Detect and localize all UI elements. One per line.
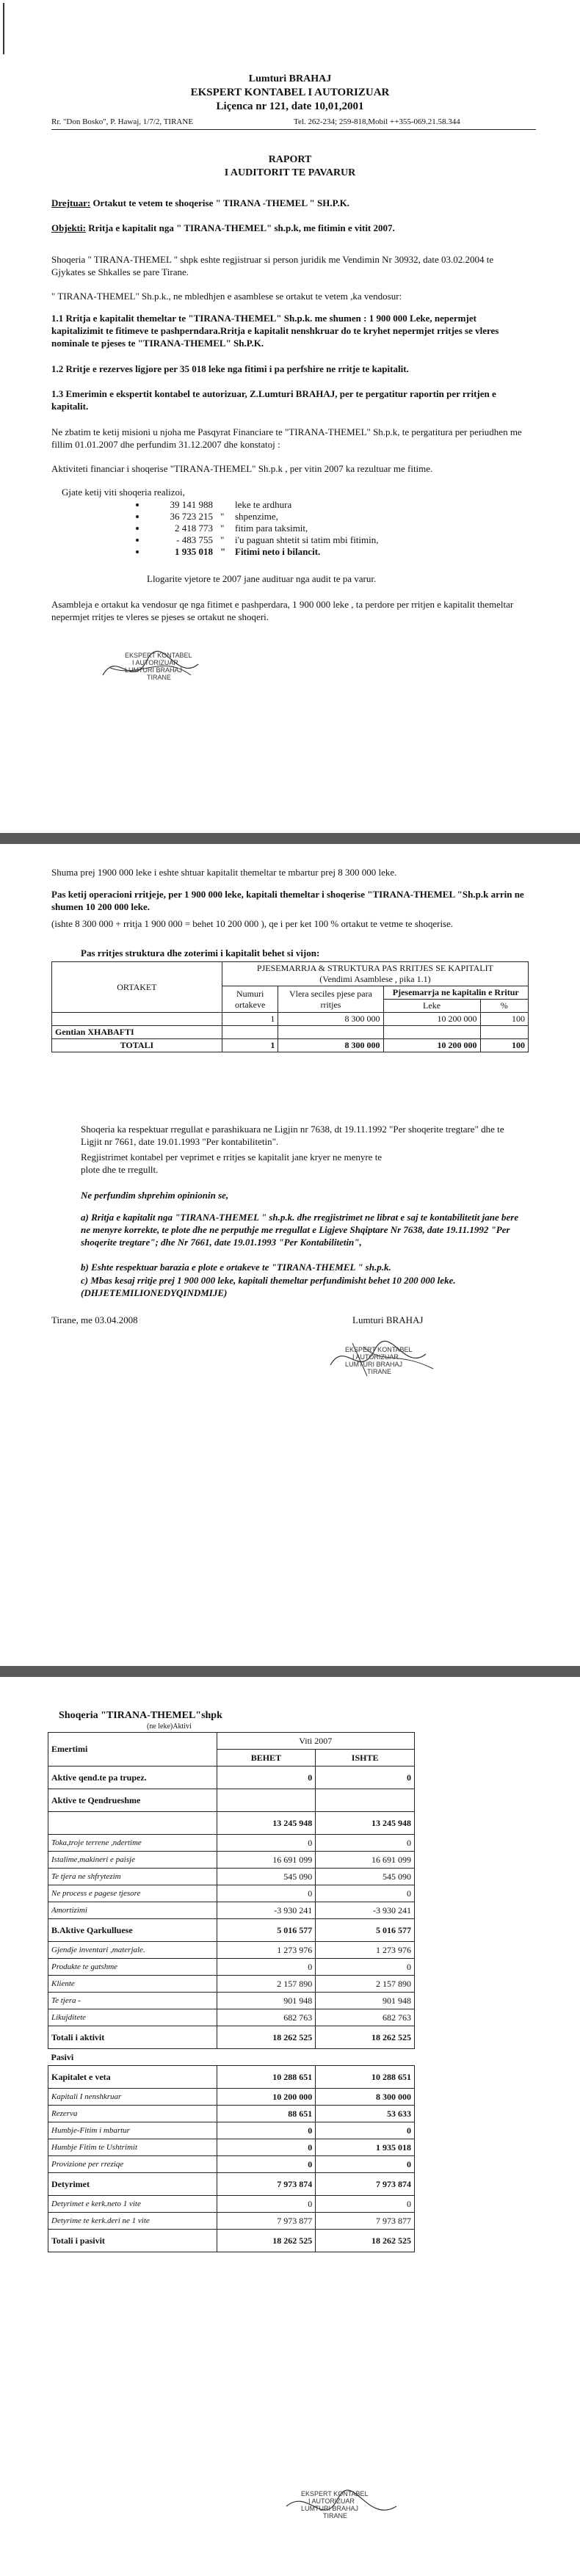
subject-line bbox=[51, 222, 529, 234]
opinion-c: c) Mbas kesaj rritje prej 1 900 000 leke, kapitali themeltar perfundimisht behet 10 200 000 leke.(DHJETEMILIONEDYQINDMIJE) bbox=[81, 1275, 456, 1298]
row-label: Likujditete bbox=[48, 2009, 217, 2026]
figure-tax: • - 483 755 " i'u paguan shtetit si tatim mbi fitimin, bbox=[147, 534, 455, 546]
table-row bbox=[48, 2009, 415, 2026]
point-1-3: 1.3 Emerimin e ekspertit kontabel te autorizuar, Z.Lumturi BRAHAJ, per te pergatitur raportin per rritjen e kapitalit. bbox=[51, 388, 496, 412]
row-label: Rezerva bbox=[48, 2106, 217, 2122]
signer-name: Lumturi BRAHAJ bbox=[352, 1314, 424, 1325]
row-label: Aktive qend.te pa trupez. bbox=[48, 1767, 217, 1789]
assembly-paragraph: Asambleja e ortakut ka vendosur qe nga fitimet e pashperdara, 1 900 000 leke , ta perdore per rritjen e kapitalit themeltar nepermjet rritjes te vleres se pjeses se ortakut ne shoqeri. bbox=[51, 599, 514, 622]
row-behet: 10 200 000 bbox=[217, 2089, 316, 2106]
header-title: EKSPERT KONTABEL I AUTORIZUAR bbox=[190, 87, 390, 98]
row-behet: 682 763 bbox=[217, 2009, 316, 2026]
report-subtitle: I AUDITORIT TE PAVARUR bbox=[224, 167, 356, 178]
table-row bbox=[48, 1869, 415, 1885]
row-behet: 10 288 651 bbox=[217, 2066, 316, 2089]
row-behet: 7 973 874 bbox=[217, 2173, 316, 2196]
registration-paragraph: Regjistrimet kontabel per veprimet e rritjes se kapitalit jane kryer ne menyre te plote dhe te rregullt. bbox=[81, 1151, 383, 1175]
row-label: Humbje-Fitim i mbartur bbox=[48, 2122, 217, 2139]
table-row bbox=[48, 1993, 415, 2009]
added-capital-paragraph: Shuma prej 1900 000 leke i eshte shtuar kapitalit themeltar te mbartur prej 8 300 000 leke. bbox=[51, 867, 397, 878]
figure-revenue: • 39 141 988 leke te ardhura bbox=[147, 499, 455, 511]
row-ishte: 16 691 099 bbox=[316, 1852, 415, 1869]
col-ortaket: ORTAKET bbox=[52, 962, 222, 1013]
left-margin-mark bbox=[3, 3, 4, 54]
row-ishte: 0 bbox=[316, 1767, 415, 1789]
row-behet: 901 948 bbox=[217, 1993, 316, 2009]
row-label: Kliente bbox=[48, 1976, 217, 1993]
row-ishte: 0 bbox=[316, 1885, 415, 1902]
row-behet: 0 bbox=[217, 2196, 316, 2213]
balance-sheet-table bbox=[48, 1732, 415, 2252]
table-row bbox=[48, 2106, 415, 2122]
col-ishte: ISHTE bbox=[316, 1750, 415, 1767]
capital-structure-table bbox=[51, 961, 529, 1052]
row-ishte: 10 288 651 bbox=[316, 2066, 415, 2089]
row-behet: 545 090 bbox=[217, 1869, 316, 1885]
audited-paragraph: Llogarite vjetore te 2007 jane audituar nga audit te pa varur. bbox=[147, 573, 377, 584]
col-pjesemarrja: Pjesemarrja ne kapitalin e Rritur bbox=[383, 986, 528, 1000]
addressed-line bbox=[51, 197, 529, 209]
row-label: Totali i aktivit bbox=[48, 2026, 217, 2049]
row-ishte: 545 090 bbox=[316, 1869, 415, 1885]
row-ishte: -3 930 241 bbox=[316, 1902, 415, 1919]
header-phone: Tel. 262-234; 259-818,Mobil ++355-069.21.58.344 bbox=[294, 117, 460, 126]
company-title: Shoqeria "TIRANA-THEMEL"shpk bbox=[59, 1710, 222, 1721]
header-rule bbox=[51, 129, 536, 130]
col-leke: Leke bbox=[383, 1000, 480, 1013]
row-behet: 0 bbox=[217, 2156, 316, 2173]
header-license: Liçenca nr 121, date 10,01,2001 bbox=[216, 101, 364, 112]
row-behet: 18 262 525 bbox=[217, 2230, 316, 2252]
addressed-text: Ortakut te vetem te shoqerise " TIRANA -THEMEL " SH.P.K. bbox=[93, 197, 349, 208]
activity-paragraph: Aktiviteti financiar i shoqerise "TIRANA-THEMEL" Sh.p.k , per vitin 2007 ka rezultuar me fitime. bbox=[51, 463, 433, 474]
row-label: Gjendje inventari ,materjale. bbox=[48, 1942, 217, 1959]
row-label: Te tjera - bbox=[48, 1993, 217, 2009]
row-behet: 7 973 877 bbox=[217, 2213, 316, 2230]
row-label: Kapitalet e veta bbox=[48, 2066, 217, 2089]
table-row bbox=[48, 2213, 415, 2230]
calculation-paragraph: (ishte 8 300 000 + rritja 1 900 000 = behet 10 200 000 ), qe i per ket 100 % ortakut te vetme te shoqerise. bbox=[51, 918, 454, 929]
unit-label: (ne leke)Aktivi bbox=[147, 1722, 192, 1731]
row-ishte bbox=[316, 1789, 415, 1812]
stamp-text: EKSPERT KONTABEL I AUTORIZUAR LUMTURI BRAHAJ TIRANE bbox=[301, 2490, 369, 2519]
header-address: Rr. "Don Bosko", P. Hawaj, 1/7/2, TIRANE bbox=[51, 117, 194, 126]
row-ishte: 0 bbox=[316, 1959, 415, 1976]
table-row bbox=[48, 1885, 415, 1902]
table-row bbox=[48, 1902, 415, 1919]
row-ishte: 7 973 874 bbox=[316, 2173, 415, 2196]
table-row bbox=[48, 2173, 415, 2196]
row-ishte: 682 763 bbox=[316, 2009, 415, 2026]
opinion-heading: Ne perfundim shprehim opinionin se, bbox=[81, 1190, 229, 1201]
report-title: RAPORT bbox=[268, 154, 312, 165]
row-ishte: 7 973 877 bbox=[316, 2213, 415, 2230]
row-behet: 0 bbox=[217, 2122, 316, 2139]
row-behet: 0 bbox=[217, 2139, 316, 2156]
row-behet: -3 930 241 bbox=[217, 1902, 316, 1919]
row-label: Ne process e pagese tjesore bbox=[48, 1885, 217, 1902]
row-ishte: 0 bbox=[316, 2122, 415, 2139]
col-pct: % bbox=[480, 1000, 528, 1013]
law-paragraph: Shoqeria ka respektuar rregullat e parashikuara ne Ligjin nr 7638, dt 19.11.1992 "Per shoqerite tregtare" dhe te Ligjit nr 7661, date 19.01.1993 "Per kontabilitetin". bbox=[81, 1124, 504, 1147]
row-behet: 2 157 890 bbox=[217, 1976, 316, 1993]
page-2 bbox=[0, 844, 580, 1666]
table-row bbox=[48, 2089, 415, 2106]
figures-list bbox=[132, 499, 455, 558]
figure-expenses: • 36 723 215 " shpenzime, bbox=[147, 511, 455, 523]
row-behet: 0 bbox=[217, 1835, 316, 1852]
row-behet bbox=[217, 1789, 316, 1812]
row-label: Totali i pasivit bbox=[48, 2230, 217, 2252]
capital-after-paragraph: Pas ketij operacioni rritjeje, per 1 900 000 leke, kapitali themeltar i shoqerise "TIRANA-THEMEL "Sh.p.k arrin ne shumen 10 200 000 leke. bbox=[51, 889, 524, 912]
row-ishte: 13 245 948 bbox=[316, 1812, 415, 1835]
page-3 bbox=[0, 1677, 580, 2576]
col-vlera: Vlera seciles pjese para rritjes bbox=[278, 986, 383, 1013]
col-numri: Numuri ortakeve bbox=[222, 986, 278, 1013]
row-ishte: 8 300 000 bbox=[316, 2089, 415, 2106]
table-row bbox=[48, 1959, 415, 1976]
row-behet: 88 651 bbox=[217, 2106, 316, 2122]
figure-profit-before-tax: • 2 418 773 " fitim para taksimit, bbox=[147, 523, 455, 534]
table-row bbox=[48, 1812, 415, 1835]
row-ishte: 2 157 890 bbox=[316, 1976, 415, 1993]
table-row bbox=[48, 1789, 415, 1812]
table-row bbox=[48, 2026, 415, 2049]
opinion-a: a) Rritja e kapitalit nga "TIRANA-THEMEL " sh.p.k. dhe rregjistrimet ne librat e saj te kontabilitetit jane bere ne menyre korrekte, te plote dhe ne perputhje me rregullat e Ligjeve Shqiptare Nr 7638, date 19.11.1992 "Per shoqerite tregtare"; dhe Nr 7661, date 19.01.1993 "Per Kontabilitetin", bbox=[81, 1212, 519, 1248]
subject-text: Rritja e kapitalit nga " TIRANA-THEMEL" sh.p.k, me fitimin e vitit 2007. bbox=[88, 222, 395, 233]
point-1-2: 1.2 Rritje e rezerves ligjore per 35 018 leke nga fitimi i pa perfshire ne rritje te kapitalit. bbox=[51, 363, 409, 374]
row-label: Amortizimi bbox=[48, 1902, 217, 1919]
opinion-b: b) Eshte respektuar barazia e plote e ortakeve te "TIRANA-THEMEL " sh.p.k. bbox=[81, 1262, 391, 1273]
signature-stamp bbox=[95, 646, 228, 697]
row-ishte: 1 935 018 bbox=[316, 2139, 415, 2156]
row-behet: 0 bbox=[217, 1767, 316, 1789]
table-row bbox=[48, 1942, 415, 1959]
row-label: B.Aktive Qarkulluese bbox=[48, 1919, 217, 1942]
addressed-label: Drejtuar: bbox=[51, 197, 91, 208]
row-behet: 5 016 577 bbox=[217, 1919, 316, 1942]
row-label: Kapitali I nenshkruar bbox=[48, 2089, 217, 2106]
intro-paragraph: Shoqeria " TIRANA-THEMEL " shpk eshte regjistruar si person juridik me Vendimin Nr 30932, date 03.02.2004 te Gjykates se Shkalles se pare Tirane. bbox=[51, 254, 494, 277]
place-date: Tirane, me 03.04.2008 bbox=[51, 1314, 138, 1325]
table-row bbox=[48, 2066, 415, 2089]
row-ishte: 18 262 525 bbox=[316, 2026, 415, 2049]
row-label: Te tjera ne shfrytezim bbox=[48, 1869, 217, 1885]
header-name: Lumturi BRAHAJ bbox=[248, 73, 332, 84]
table-row bbox=[48, 2122, 415, 2139]
pasivi-label: Pasivi bbox=[48, 2049, 415, 2066]
table-row: Gentian XHABAFTI bbox=[52, 1026, 529, 1039]
row-ishte: 0 bbox=[316, 2156, 415, 2173]
row-label: Toka,troje terrene ,ndertime bbox=[48, 1835, 217, 1852]
row-behet: 16 691 099 bbox=[217, 1852, 316, 1869]
table-row: 1 8 300 000 10 200 000 100 bbox=[52, 1013, 529, 1026]
table-row bbox=[48, 1767, 415, 1789]
page-1 bbox=[0, 0, 580, 833]
signature-stamp bbox=[323, 1336, 455, 1387]
stamp-text: EKSPERT KONTABEL I AUTORIZUAR LUMTURI BRAHAJ TIRANE bbox=[125, 652, 192, 681]
row-ishte: 53 633 bbox=[316, 2106, 415, 2122]
row-label: Detyrimet bbox=[48, 2173, 217, 2196]
row-ishte: 901 948 bbox=[316, 1993, 415, 2009]
row-label: Istalime,makineri e paisje bbox=[48, 1852, 217, 1869]
row-label: Aktive te Qendrueshme bbox=[48, 1789, 217, 1812]
row-behet: 0 bbox=[217, 1959, 316, 1976]
table-row bbox=[48, 1919, 415, 1942]
structure-intro: Pas rritjes struktura dhe zoterimi i kapitalit behet si vijon: bbox=[81, 947, 320, 958]
row-behet: 1 273 976 bbox=[217, 1942, 316, 1959]
row-ishte: 0 bbox=[316, 1835, 415, 1852]
row-ishte: 1 273 976 bbox=[316, 1942, 415, 1959]
table-row bbox=[48, 1976, 415, 1993]
table-row bbox=[48, 1835, 415, 1852]
realized-paragraph: Gjate ketij viti shoqeria realizoi, bbox=[62, 487, 185, 498]
row-ishte: 18 262 525 bbox=[316, 2230, 415, 2252]
row-behet: 0 bbox=[217, 1885, 316, 1902]
figure-net-profit: • 1 935 018 " Fitimi neto i bilancit. bbox=[147, 546, 455, 558]
row-label: Provizione per rreziqe bbox=[48, 2156, 217, 2173]
signature-stamp bbox=[279, 2484, 411, 2536]
decision-paragraph: " TIRANA-THEMEL" Sh.p.k., ne mbledhjen e asamblese se ortakut te vetem ,ka vendosur: bbox=[51, 291, 402, 302]
col-emertimi: Emertimi bbox=[48, 1733, 217, 1767]
row-label: Humbje Fitim te Ushtrimit bbox=[48, 2139, 217, 2156]
table-row bbox=[48, 2196, 415, 2213]
subject-label: Objekti: bbox=[51, 222, 86, 233]
row-ishte: 0 bbox=[316, 2196, 415, 2213]
row-label: Detyrimet e kerk.neto 1 vite bbox=[48, 2196, 217, 2213]
statements-paragraph: Ne zbatim te ketij misioni u njoha me Pasqyrat Financiare te "TIRANA-THEMEL" Sh.p.k, te pergatitura per periudhen me fillim 01.01.2007 dhe perfundim 31.12.2007 dhe konstatoj : bbox=[51, 426, 522, 450]
table-row bbox=[48, 2156, 415, 2173]
table-row bbox=[48, 1852, 415, 1869]
row-ishte: 5 016 577 bbox=[316, 1919, 415, 1942]
row-label: Detyrime te kerk.deri ne 1 vite bbox=[48, 2213, 217, 2230]
table-main-header: PJESEMARRJA & STRUKTURA PAS RRITJES SE KAPITALIT (Vendimi Asamblese , pika 1.1) bbox=[222, 962, 528, 986]
row-behet: 13 245 948 bbox=[217, 1812, 316, 1835]
table-row-total: TOTALI 1 8 300 000 10 200 000 100 bbox=[52, 1039, 529, 1052]
table-row bbox=[48, 2230, 415, 2252]
table-row bbox=[48, 2139, 415, 2156]
col-behet: BEHET bbox=[217, 1750, 316, 1767]
col-viti: Viti 2007 bbox=[217, 1733, 414, 1750]
row-behet: 18 262 525 bbox=[217, 2026, 316, 2049]
point-1-1: 1.1 Rritja e kapitalit themeltar te "TIRANA-THEMEL" Sh.p.k. me shumen : 1 900 000 Leke, nepermjet kapitalizimit te fitimeve te pashperndara.Rritja e kapitalit nenshkruar do te kryhet nepermjet rritjes se vleres nominale te pjeses te "TIRANA-THEMEL" Sh.P.K. bbox=[51, 313, 499, 349]
row-label: Produkte te gatshme bbox=[48, 1959, 217, 1976]
stamp-text: EKSPERT KONTABEL I AUTORIZUAR LUMTURI BRAHAJ TIRANE bbox=[345, 1346, 413, 1375]
row-label bbox=[48, 1812, 217, 1835]
